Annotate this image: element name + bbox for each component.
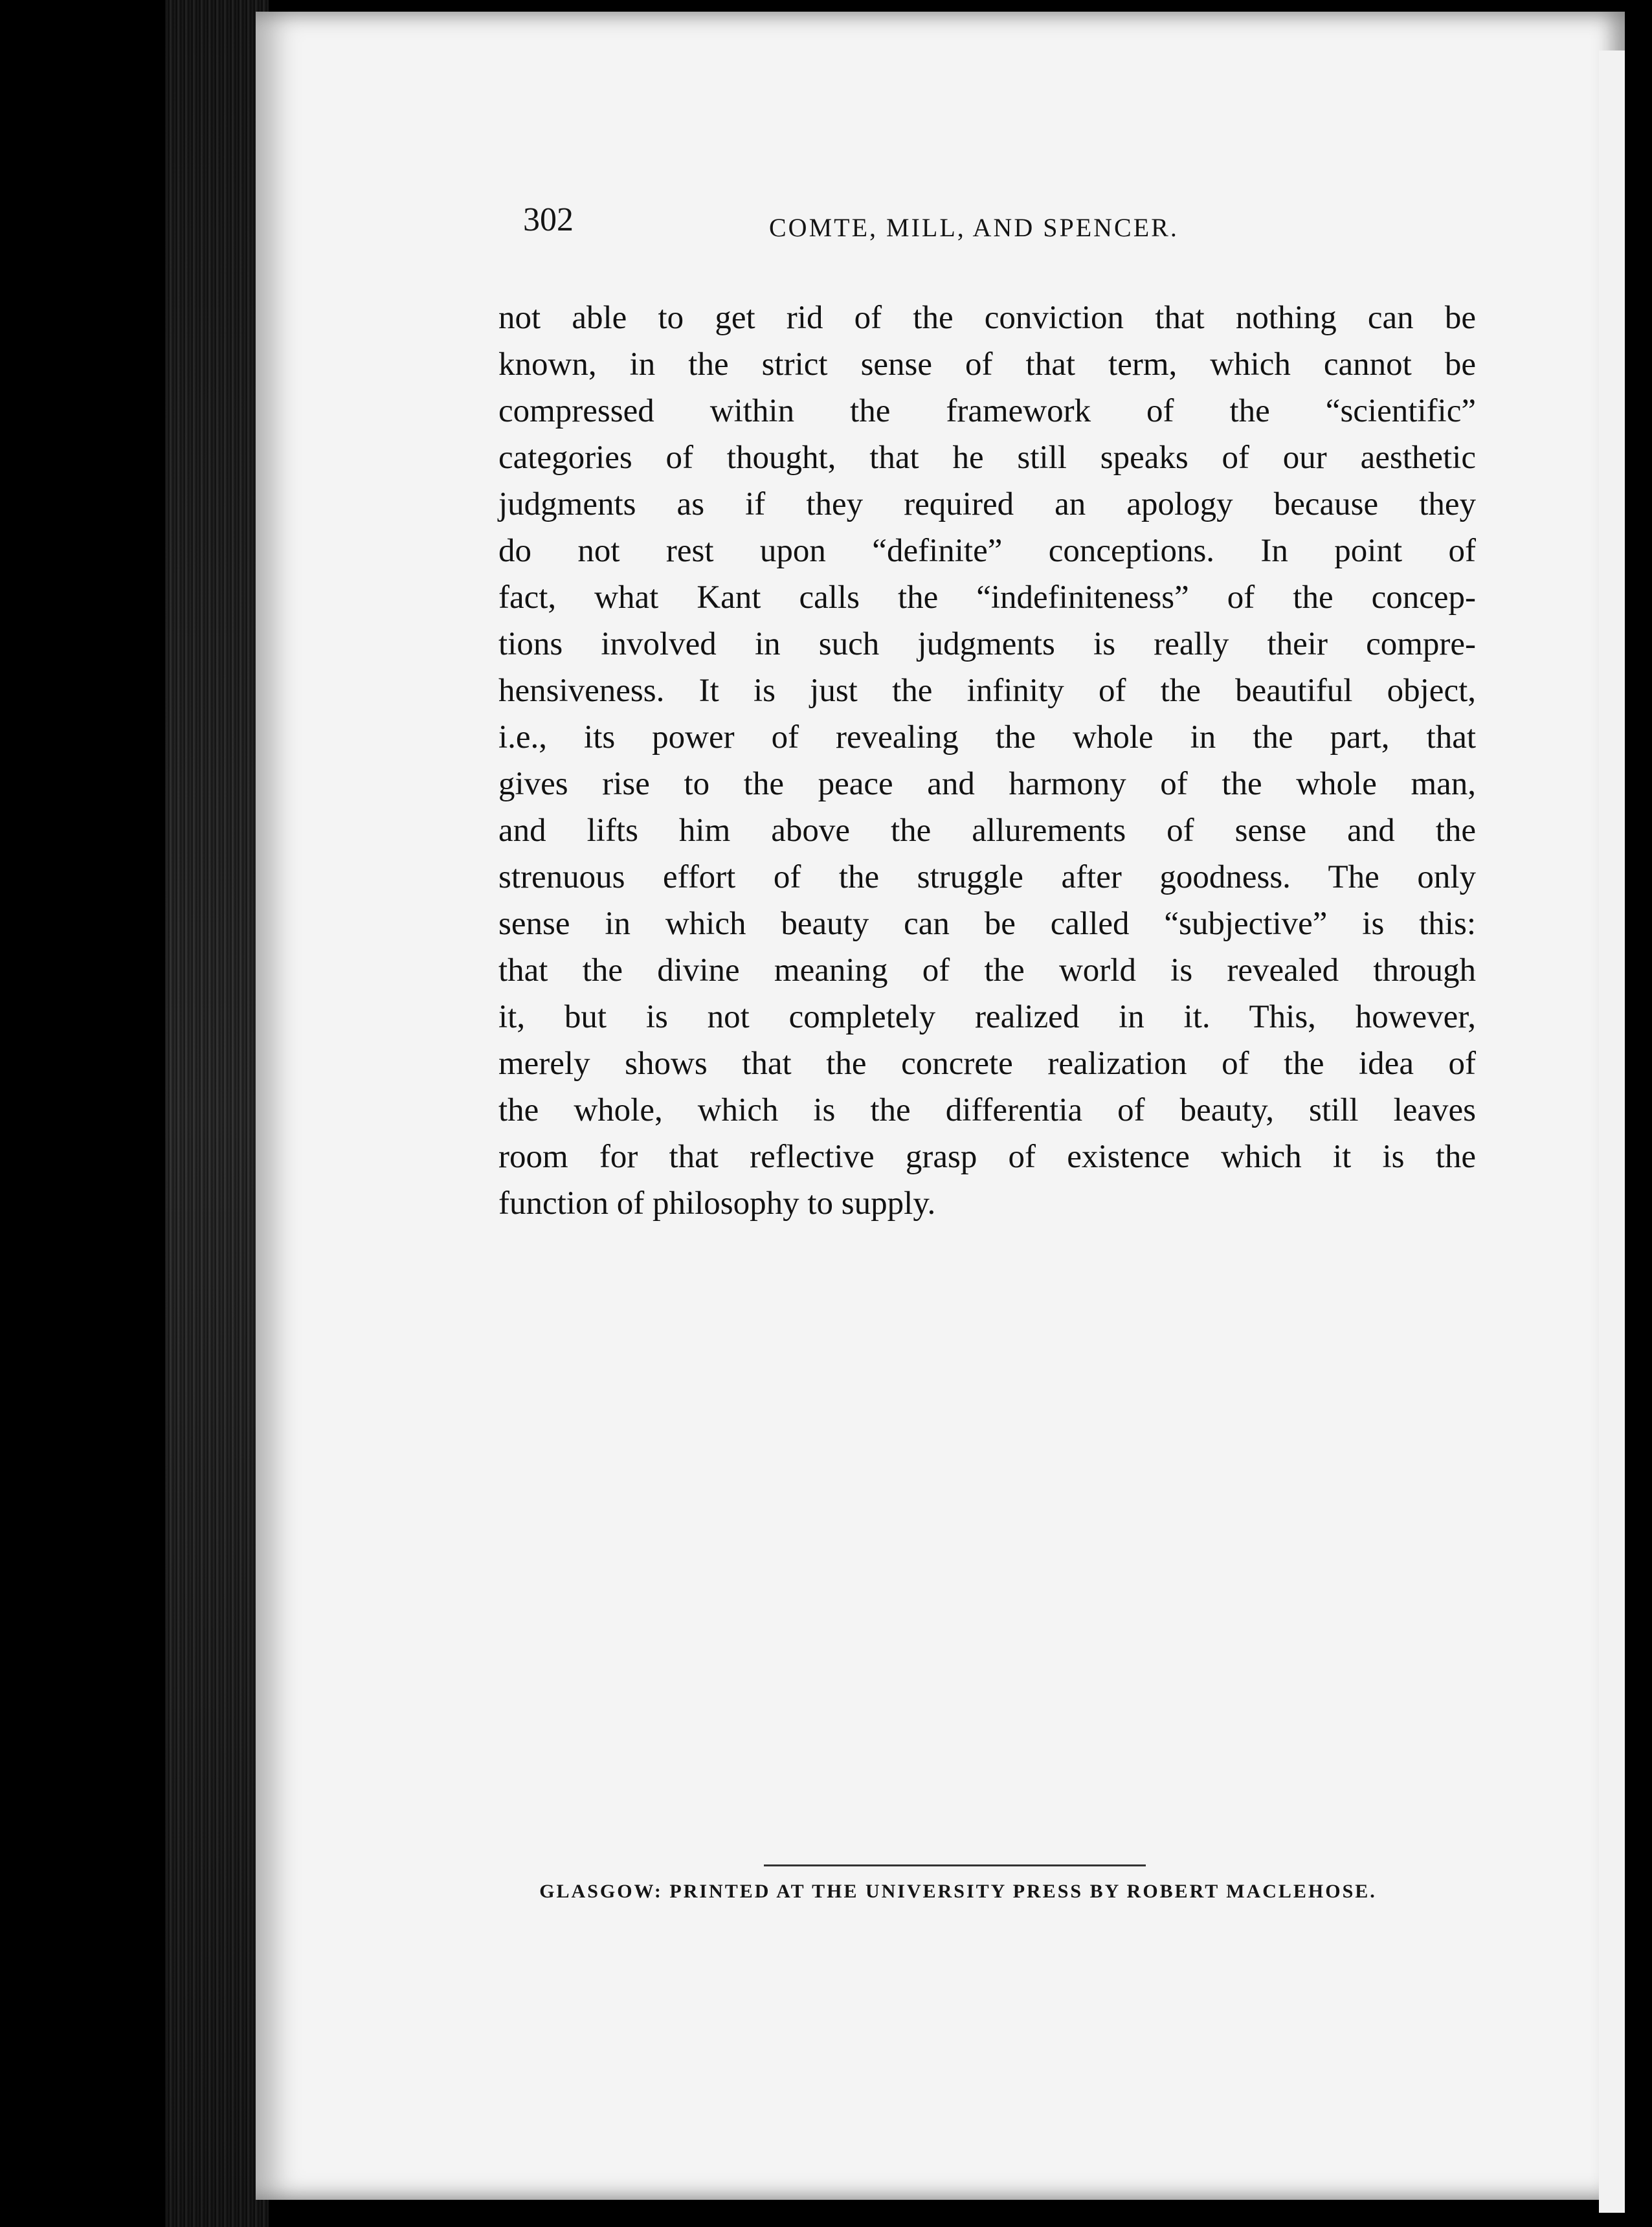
text-line: sense in which beauty can be called “subjective” is this: — [498, 906, 1476, 942]
running-head — [523, 194, 1242, 252]
text-line: function of philosophy to supply. — [498, 1185, 936, 1222]
text-line: gives rise to the peace and harmony of the whole man, — [498, 766, 1476, 802]
text-line: tions involved in such judgments is really their compre- — [498, 626, 1476, 662]
text-line: i.e., its power of revealing the whole in the part, that — [498, 719, 1476, 755]
text-line: fact, what Kant calls the “indefiniteness” of the concep- — [498, 579, 1476, 616]
text-line: merely shows that the concrete realization of the idea of — [498, 1046, 1476, 1082]
text-line: and lifts him above the allurements of sense and the — [498, 812, 1476, 849]
text-line: known, in the strict sense of that term, which cannot be — [498, 346, 1476, 383]
text-line: not able to get rid of the conviction that nothing can be — [498, 300, 1476, 336]
text-line: it, but is not completely realized in it. This, however, — [498, 999, 1476, 1035]
text-line: judgments as if they required an apology because they — [498, 486, 1476, 522]
facing-page-edge — [1599, 50, 1625, 2213]
text-line: that the divine meaning of the world is revealed through — [498, 952, 1476, 989]
text-line: hensiveness. It is just the infinity of the beautiful object, — [498, 673, 1476, 709]
running-title: COMTE, MILL, AND SPENCER. — [769, 213, 1179, 242]
printer-imprint: GLASGOW: PRINTED AT THE UNIVERSITY PRESS BY ROBERT MACLEHOSE. — [539, 1881, 1377, 1902]
text-line: the whole, which is the differentia of beauty, still leaves — [498, 1092, 1476, 1128]
text-line: strenuous effort of the struggle after goodness. The only — [498, 859, 1476, 895]
page-number: 302 — [523, 201, 574, 238]
text-line: categories of thought, that he still speaks of our aesthetic — [498, 440, 1476, 476]
body-text — [498, 295, 1476, 1227]
text-line: do not rest upon “definite” conceptions. In point of — [498, 533, 1476, 569]
text-line: compressed within the framework of the “scientific” — [498, 393, 1476, 429]
imprint-rule — [764, 1864, 1146, 1866]
book-page-edges — [165, 0, 269, 2227]
text-line: room for that reflective grasp of existence which it is the — [498, 1139, 1476, 1175]
